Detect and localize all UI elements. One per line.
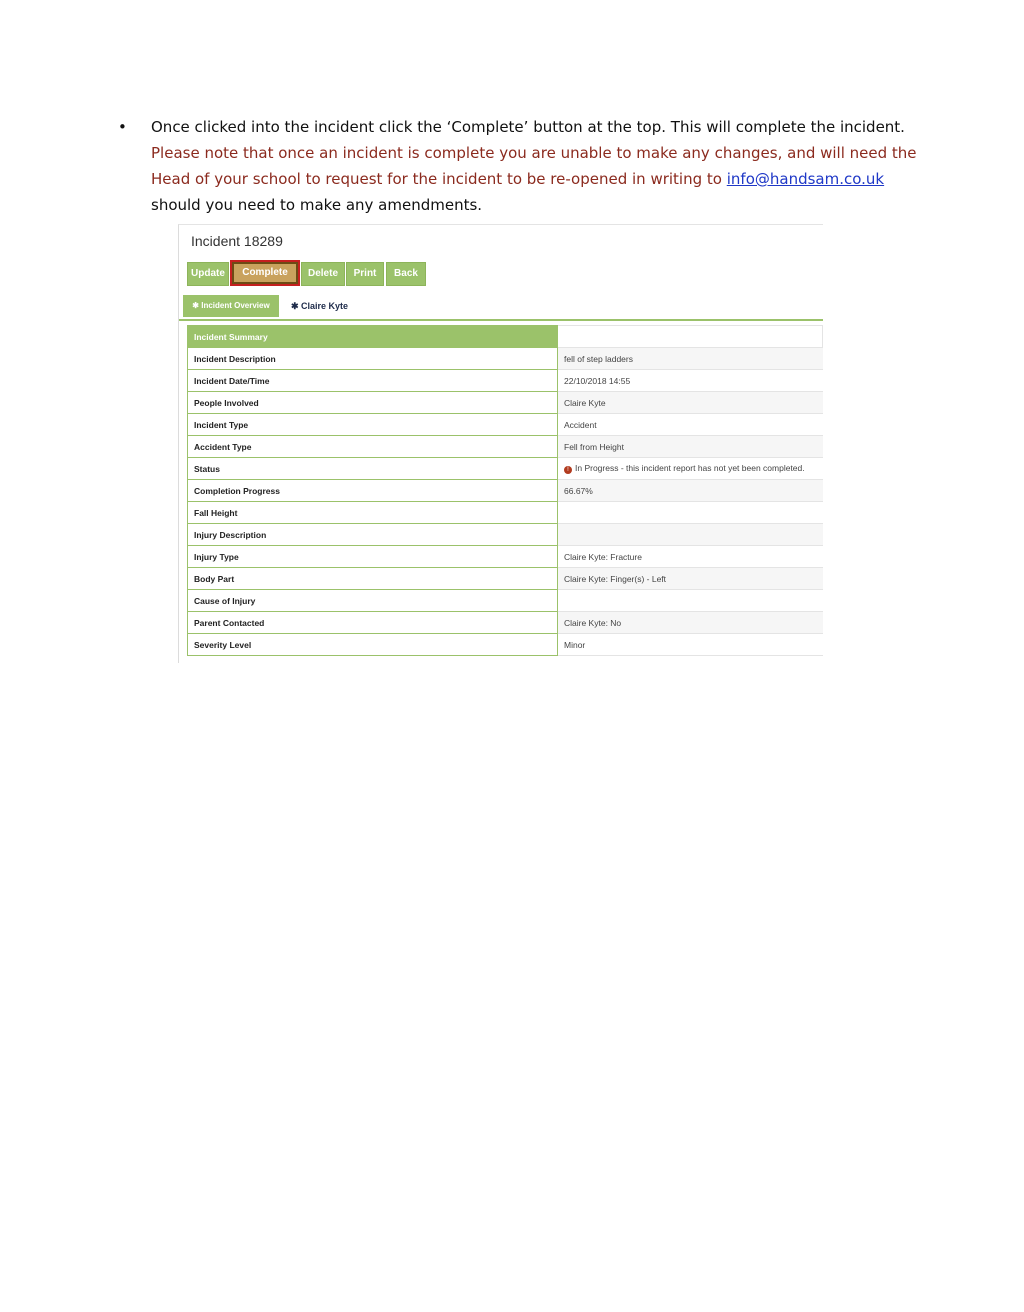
complete-button[interactable]: Complete — [230, 260, 300, 286]
row-label: Body Part — [188, 568, 558, 590]
table-row — [188, 524, 823, 546]
document-body — [118, 114, 918, 218]
delete-button[interactable]: Delete — [301, 262, 345, 286]
row-value: Fell from Height — [558, 436, 823, 458]
row-value: Accident — [558, 414, 823, 436]
row-label: Injury Type — [188, 546, 558, 568]
note-text-2: should you need to make any amendments. — [151, 196, 483, 214]
row-value: Minor — [558, 634, 823, 656]
table-row — [188, 370, 823, 392]
back-button[interactable]: Back — [386, 262, 426, 286]
incident-summary-table — [187, 325, 823, 656]
status-text: In Progress - this incident report has not yet been completed. — [575, 463, 805, 473]
table-row — [188, 502, 823, 524]
table-header-row — [188, 326, 823, 348]
row-label: Cause of Injury — [188, 590, 558, 612]
row-value: 66.67% — [558, 480, 823, 502]
row-value — [558, 590, 823, 612]
note-text-1: Please note that once an incident is complete you are unable to make any changes, and will need the Head of your school to request for the incident to be re-opened in writing to — [151, 144, 917, 188]
row-value-status — [558, 458, 823, 480]
tab-incident-overview[interactable]: ✱ Incident Overview — [183, 295, 279, 317]
table-row — [188, 634, 823, 656]
table-row — [188, 436, 823, 458]
row-value — [558, 502, 823, 524]
row-value: Claire Kyte: Fracture — [558, 546, 823, 568]
tab-claire-kyte[interactable]: ✱ Claire Kyte — [291, 301, 349, 311]
row-value: fell of step ladders — [558, 348, 823, 370]
row-label: Incident Type — [188, 414, 558, 436]
row-label: Incident Description — [188, 348, 558, 370]
row-label: Completion Progress — [188, 480, 558, 502]
summary-header-blank — [558, 326, 823, 348]
summary-header: Incident Summary — [188, 326, 558, 348]
row-label: Severity Level — [188, 634, 558, 656]
row-label: People Involved — [188, 392, 558, 414]
table-row — [188, 612, 823, 634]
row-label: Incident Date/Time — [188, 370, 558, 392]
table-row — [188, 590, 823, 612]
row-value: 22/10/2018 14:55 — [558, 370, 823, 392]
row-value: Claire Kyte: Finger(s) - Left — [558, 568, 823, 590]
row-value: Claire Kyte: No — [558, 612, 823, 634]
instruction-sentence: Once clicked into the incident click the ‘Complete’ button at the top. This will complete the incident. — [151, 118, 905, 136]
row-value: Claire Kyte — [558, 392, 823, 414]
row-value — [558, 524, 823, 546]
row-label: Status — [188, 458, 558, 480]
table-row — [188, 458, 823, 480]
warning-icon: ! — [564, 466, 572, 474]
email-link[interactable]: info@handsam.co.uk — [726, 170, 885, 188]
bullet-icon: • — [118, 118, 127, 136]
table-row — [188, 546, 823, 568]
row-label: Injury Description — [188, 524, 558, 546]
table-row — [188, 414, 823, 436]
table-row — [188, 568, 823, 590]
row-label: Parent Contacted — [188, 612, 558, 634]
row-label: Fall Height — [188, 502, 558, 524]
table-row — [188, 480, 823, 502]
update-button[interactable]: Update — [187, 262, 229, 286]
table-row — [188, 348, 823, 370]
table-row — [188, 392, 823, 414]
incident-title: Incident 18289 — [191, 233, 283, 249]
tab-bar — [179, 295, 823, 321]
row-label: Accident Type — [188, 436, 558, 458]
instruction-paragraph — [151, 114, 918, 218]
print-button[interactable]: Print — [346, 262, 384, 286]
incident-screenshot — [178, 224, 823, 663]
